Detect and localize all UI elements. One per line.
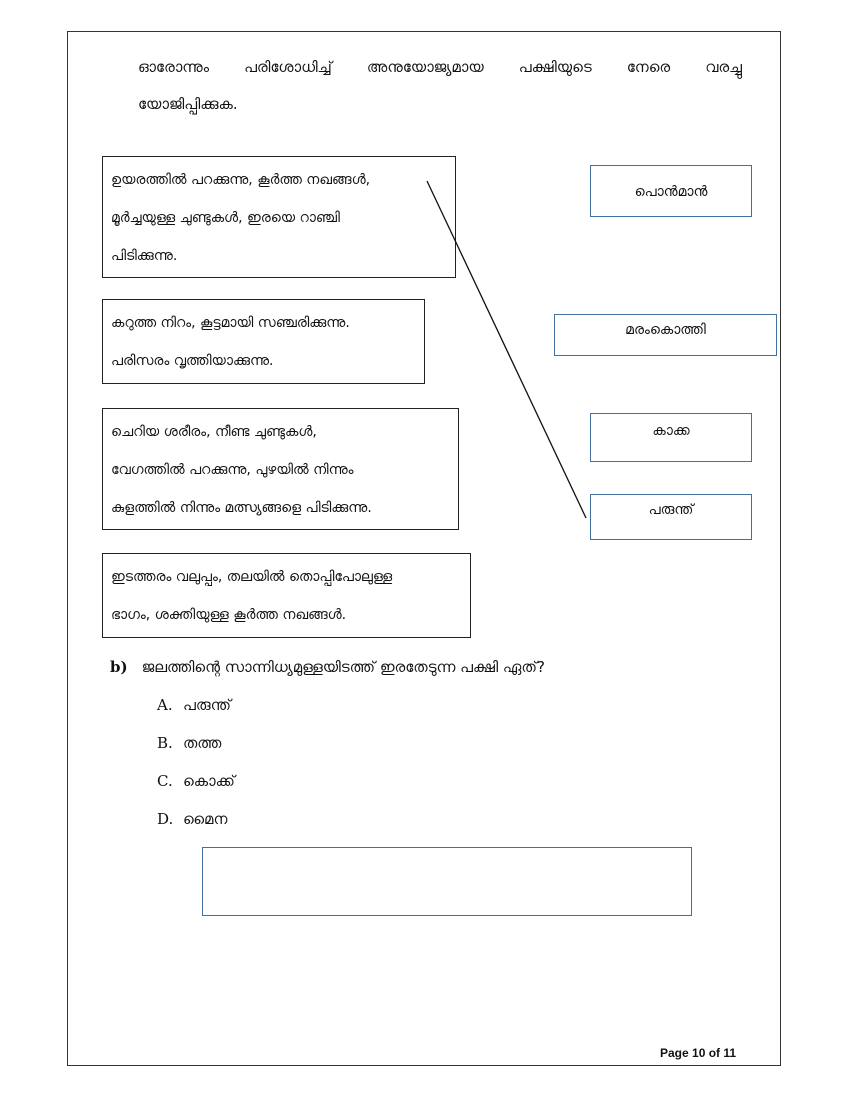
option-c[interactable] xyxy=(157,772,235,790)
bird-box-ponman[interactable]: പൊൻമാൻ xyxy=(590,165,752,217)
bird-box-maramkothi[interactable]: മരംകൊത്തി xyxy=(554,314,777,356)
description-line: കറുത്ത നിറം, കൂട്ടമായി സഞ്ചരിക്കുന്നു. xyxy=(111,315,350,331)
description-line: മൂർച്ചയുള്ള ചുണ്ടുകൾ, ഇരയെ റാഞ്ചി xyxy=(111,210,340,226)
option-b[interactable] xyxy=(157,734,221,752)
description-line: പിടിക്കുന്നു. xyxy=(111,248,178,264)
question-text: ജലത്തിന്റെ സാന്നിധ്യമുള്ളയിടത്ത് ഇരതേടുന്ന പക്ഷി ഏത്? xyxy=(141,658,545,676)
option-letter: D. xyxy=(157,810,174,828)
description-line: പരിസരം വൃത്തിയാക്കുന്നു. xyxy=(111,353,274,369)
option-text: മൈന xyxy=(183,810,228,828)
description-box-1 xyxy=(102,156,456,278)
option-text: പരുന്ത് xyxy=(183,696,231,714)
description-box-2 xyxy=(102,299,425,384)
bird-box-kakka[interactable]: കാക്ക xyxy=(590,413,752,462)
option-letter: B. xyxy=(157,734,173,752)
description-box-4 xyxy=(102,553,471,638)
description-line: ഇടത്തരം വലുപ്പം, തലയിൽ തൊപ്പിപോലുള്ള xyxy=(111,569,393,585)
option-text: തത്ത xyxy=(183,734,222,752)
description-box-3 xyxy=(102,408,459,530)
instruction-line-2: യോജിപ്പിക്കുക. xyxy=(138,95,238,113)
description-line: ചെറിയ ശരീരം, നീണ്ട ചുണ്ടുകൾ, xyxy=(111,424,317,440)
question-label: b) xyxy=(110,658,128,676)
question-b xyxy=(110,658,545,676)
option-d[interactable] xyxy=(157,810,227,828)
description-line: ഭാഗം, ശക്തിയുള്ള കൂർത്ത നഖങ്ങൾ. xyxy=(111,607,347,623)
instruction-line-1: ഓരോന്നും പരിശോധിച്ച് അനുയോജ്യമായ പക്ഷിയുടെ നേരെ വരച്ചു xyxy=(138,58,742,76)
page-number: Page 10 of 11 xyxy=(660,1046,737,1060)
option-a[interactable] xyxy=(157,696,231,714)
description-line: വേഗത്തിൽ പറക്കുന്നു, പുഴയിൽ നിന്നും xyxy=(111,462,354,478)
option-letter: A. xyxy=(157,696,173,714)
option-letter: C. xyxy=(157,772,173,790)
description-line: കുളത്തിൽ നിന്നും മത്സ്യങ്ങളെ പിടിക്കുന്നു. xyxy=(111,500,372,516)
description-line: ഉയരത്തിൽ പറക്കുന്നു, കൂർത്ത നഖങ്ങൾ, xyxy=(111,172,371,188)
bird-box-parunthu[interactable]: പരുന്ത് xyxy=(590,494,752,540)
option-text: കൊക്ക് xyxy=(183,772,235,790)
answer-box[interactable] xyxy=(202,847,692,916)
